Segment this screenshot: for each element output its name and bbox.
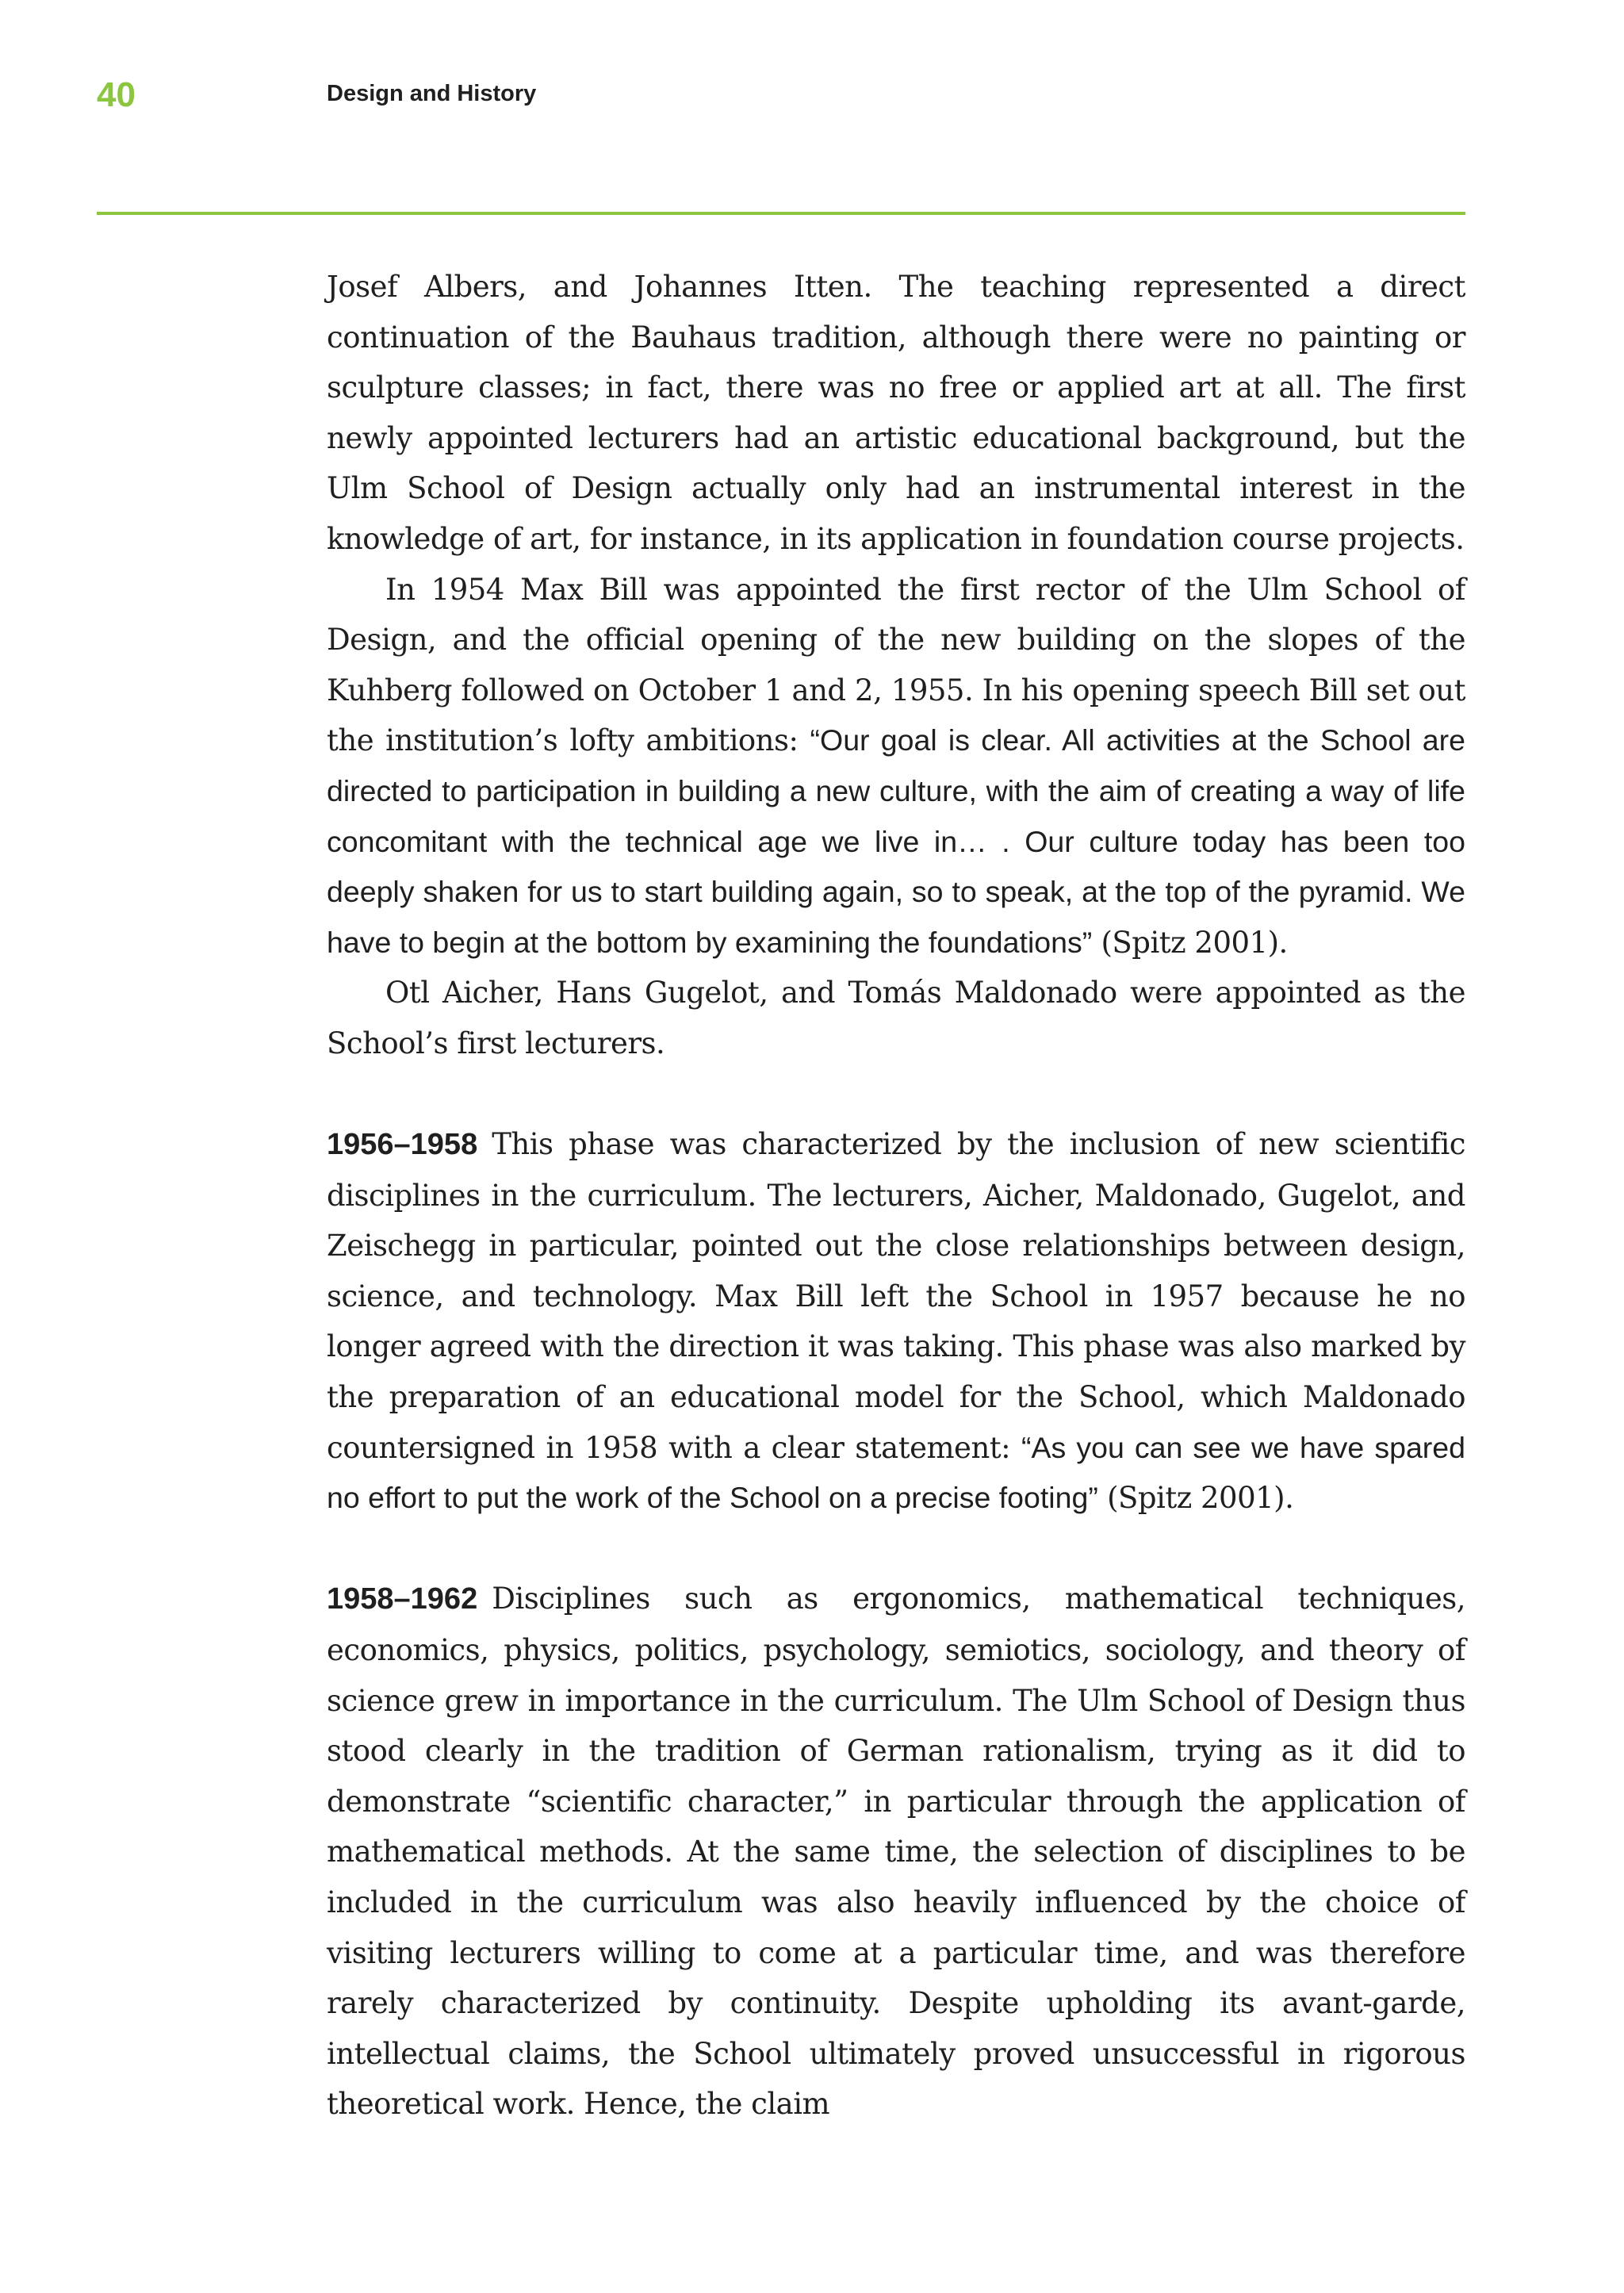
maldonado-quote: “As you can see we have spared no effort to put the work of the School on a precise footing” (327, 1430, 1466, 1515)
paragraph-3: Otl Aicher, Hans Gugelot, and Tomás Maldonado were appointed as the School’s first lecturers. (327, 976, 1465, 1060)
bill-opening-quote: “Our goal is clear. All activities at the School are directed to participation in building a new culture, with the aim of creating a way of life concomitant with the technical age we live in… . Our culture today has been too deeply shaken for us to start building again, so to speak, at the top of the pyramid. We have to begin at the bottom by examining the foundations” (327, 723, 1465, 959)
section-1958-1962 (327, 1574, 1465, 2130)
page-number: 40 (97, 75, 136, 114)
section-1958-1962-text: Disciplines such as ergonomics, mathematical techniques, economics, physics, politics, psychology, semiotics, sociology, and theory of science grew in importance in the curriculum. The Ulm School of Design thus stood clearly in the tradition of German rationalism, trying as it did to demonstrate “scientific character,” in particular through the application of mathematical methods. At the same time, the selection of disciplines to be included in the curriculum was also heavily influenced by the choice of visiting lecturers willing to come at a particular time, and was therefore rarely characterized by continuity. Despite upholding its avant-garde, intellectual claims, the School ultimately proved unsuccessful in rigorous theoretical work. Hence, the claim (327, 1582, 1465, 2122)
header-rule (97, 212, 1465, 215)
paragraph-2-citation: (Spitz 2001). (1092, 925, 1288, 960)
body-text (327, 262, 1465, 2130)
section-1956-1958-lead: This phase was characterized by the inclusion of new scientific disciplines in the curriculum. The lecturers, Aicher, Maldonado, Gugelot, and Zeischegg in particular, pointed out the close relationships between design, science, and technology. Max Bill left the School in 1957 because he no longer agreed with the direction it was taking. This phase was also marked by the preparation of an educational model for the School, which Maldonado countersigned in 1958 with a clear statement: (327, 1127, 1465, 1465)
section-1956-1958 (327, 1119, 1465, 1524)
section-1956-1958-citation: (Spitz 2001). (1097, 1481, 1294, 1516)
section-1958-1962-label: 1958–1962 (327, 1582, 478, 1616)
section-1956-1958-label: 1956–1958 (327, 1128, 478, 1162)
paragraph-1: Josef Albers, and Johannes Itten. The teaching represented a direct continuation of the Bauhaus tradition, although there were no painting or sculpture classes; in fact, there was no free or applied art at all. The first newly appointed lecturers had an artistic educational background, but the Ulm School of Design actually only had an instrumental interest in the knowledge of art, for instance, in its application in foundation course projects. (327, 270, 1465, 556)
paragraph-2 (327, 565, 1465, 968)
running-title: Design and History (327, 81, 537, 106)
paragraph-2-lead: In 1954 Max Bill was appointed the first rector of the Ulm School of Design, and the official opening of the new building on the slopes of the Kuhberg followed on October 1 and 2, 1955. In his opening speech Bill set out the institution’s lofty ambitions: (327, 572, 1465, 758)
